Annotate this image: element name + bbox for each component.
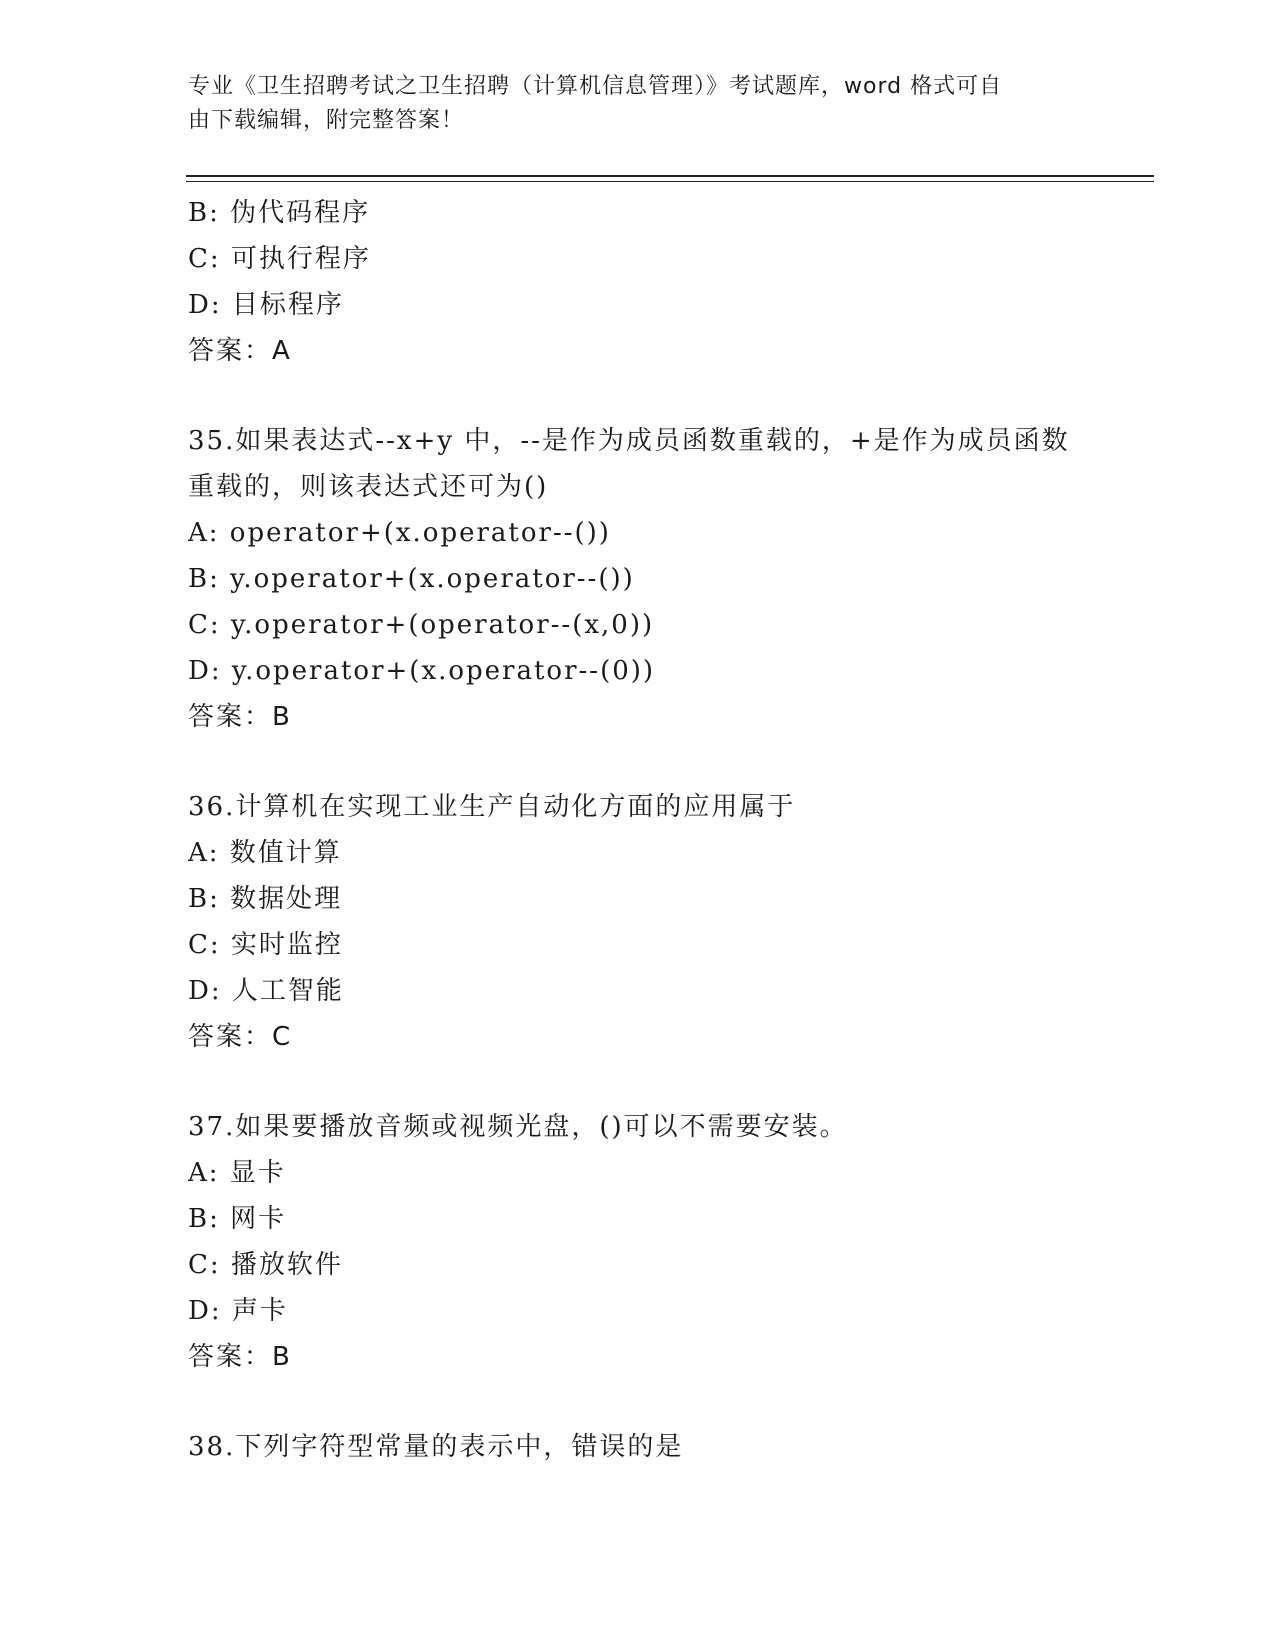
option-c: C: 实时监控 xyxy=(188,930,343,960)
header-rule-thin xyxy=(186,181,1154,182)
option-a: A: operator+(x.operator--()) xyxy=(188,518,611,548)
question-36 xyxy=(188,784,1088,1060)
question-stem: 38.下列字符型常量的表示中，错误的是 xyxy=(188,1432,684,1462)
question-stem: 36.计算机在实现工业生产自动化方面的应用属于 xyxy=(188,792,796,822)
question-38 xyxy=(188,1424,1088,1470)
question-stem: 35.如果表达式--x+y 中，--是作为成员函数重载的，+是作为成员函数 xyxy=(188,426,1070,456)
question-35 xyxy=(188,418,1088,740)
answer: 答案：B xyxy=(188,1342,292,1372)
document-header xyxy=(188,70,1068,138)
option-d: D: 目标程序 xyxy=(188,290,344,320)
question-stem: 37.如果要播放音频或视频光盘，()可以不需要安装。 xyxy=(188,1112,848,1142)
option-c: C: 播放软件 xyxy=(188,1250,343,1280)
answer: 答案：C xyxy=(188,1022,293,1052)
option-b: B: 伪代码程序 xyxy=(188,198,371,228)
option-b: B: y.operator+(x.operator--()) xyxy=(188,564,635,594)
option-b: B: 网卡 xyxy=(188,1204,287,1234)
option-a: A: 数值计算 xyxy=(188,838,342,868)
answer: 答案：B xyxy=(188,702,292,732)
option-c: C: 可执行程序 xyxy=(188,244,371,274)
header-line-2: 由下载编辑，附完整答案！ xyxy=(188,108,465,133)
question-37 xyxy=(188,1104,1088,1380)
option-d: D: y.operator+(x.operator--(0)) xyxy=(188,656,656,686)
answer: 答案：A xyxy=(188,336,292,366)
header-line-1: 专业《卫生招聘考试之卫生招聘（计算机信息管理）》考试题库，word 格式可自 xyxy=(188,74,1003,99)
question-34 xyxy=(188,190,1088,374)
option-b: B: 数据处理 xyxy=(188,884,343,914)
option-d: D: 人工智能 xyxy=(188,976,344,1006)
question-list xyxy=(188,190,1088,1470)
option-a: A: 显卡 xyxy=(188,1158,286,1188)
question-stem-continued: 重载的，则该表达式还可为() xyxy=(188,472,549,502)
header-rule-thick xyxy=(186,175,1154,177)
option-c: C: y.operator+(operator--(x,0)) xyxy=(188,610,655,640)
option-d: D: 声卡 xyxy=(188,1296,288,1326)
